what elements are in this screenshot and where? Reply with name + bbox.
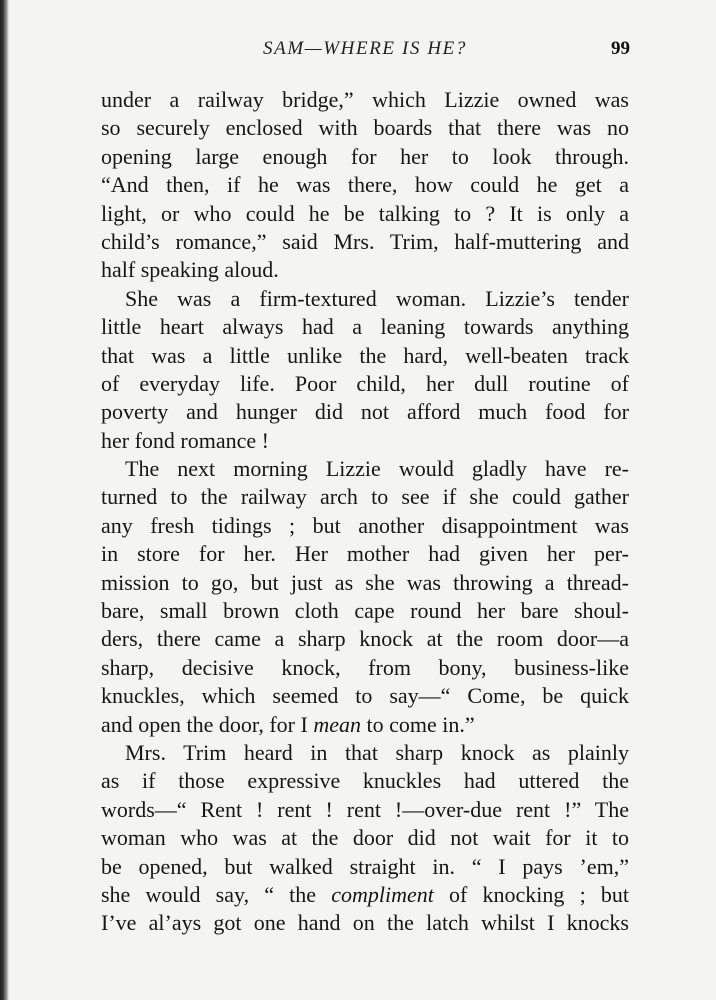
- text-line: in store for her. Her mother had given her per-: [101, 541, 629, 567]
- text-line: sharp, decisive knock, from bony, business-like: [101, 654, 629, 680]
- text-line: any fresh tidings ; but another disappointment was: [101, 512, 629, 538]
- text-segment: to come in.”: [361, 711, 475, 737]
- text-line: “And then, if he was there, how could he get a: [101, 172, 629, 198]
- text-line: [101, 711, 629, 739]
- text-segment: she would say, “ the: [101, 881, 332, 907]
- text-line: turned to the railway arch to see if she could gather: [101, 484, 629, 510]
- running-title: SAM—WHERE IS HE?: [263, 38, 467, 59]
- text-line: The next morning Lizzie would gladly have re-: [125, 456, 629, 482]
- text-line: She was a firm-textured woman. Lizzie’s tender: [125, 285, 629, 311]
- page-number: 99: [611, 38, 630, 59]
- text-line: [101, 881, 629, 909]
- text-line: ders, there came a sharp knock at the room door—a: [101, 626, 629, 652]
- text-line: of everyday life. Poor child, her dull routine of: [101, 370, 629, 396]
- text-segment: and open the door, for I: [101, 711, 314, 737]
- text-line: little heart always had a leaning towards anything: [101, 314, 629, 340]
- text-line: her fond romance !: [101, 427, 269, 453]
- text-line: light, or who could he be talking to ? It is only a: [101, 200, 629, 226]
- text-line: that was a little unlike the hard, well-beaten track: [101, 342, 629, 368]
- page-header: [100, 38, 630, 68]
- text-line: Mrs. Trim heard in that sharp knock as plainly: [125, 739, 629, 765]
- text-line: so securely enclosed with boards that there was no: [101, 115, 629, 141]
- text-line: half speaking aloud.: [101, 257, 279, 283]
- text-line: opening large enough for her to look through.: [101, 143, 629, 169]
- text-line: mission to go, but just as she was throwing a thread-: [101, 569, 629, 595]
- page-binding-edge: [0, 0, 9, 1000]
- text-line: words—“ Rent ! rent ! rent !—over-due rent !” The: [101, 796, 629, 822]
- text-line: child’s romance,” said Mrs. Trim, half-muttering and: [101, 228, 629, 254]
- italic-text: mean: [313, 711, 361, 737]
- italic-text: compliment: [331, 881, 434, 907]
- text-line: woman who was at the door did not wait for it to: [101, 825, 629, 851]
- body-text: [101, 86, 629, 938]
- text-line: be opened, but walked straight in. “ I pays ’em,”: [101, 853, 629, 879]
- text-line: under a railway bridge,” which Lizzie owned was: [101, 87, 629, 112]
- text-line: bare, small brown cloth cape round her bare shoul-: [101, 598, 629, 624]
- text-segment: of knocking ; but: [433, 881, 629, 907]
- text-line: I’ve al’ays got one hand on the latch whilst I knocks: [101, 910, 629, 936]
- text-line: as if those expressive knuckles had uttered the: [101, 768, 629, 794]
- text-line: knuckles, which seemed to say—“ Come, be quick: [101, 683, 629, 709]
- text-line: poverty and hunger did not afford much food for: [101, 399, 629, 425]
